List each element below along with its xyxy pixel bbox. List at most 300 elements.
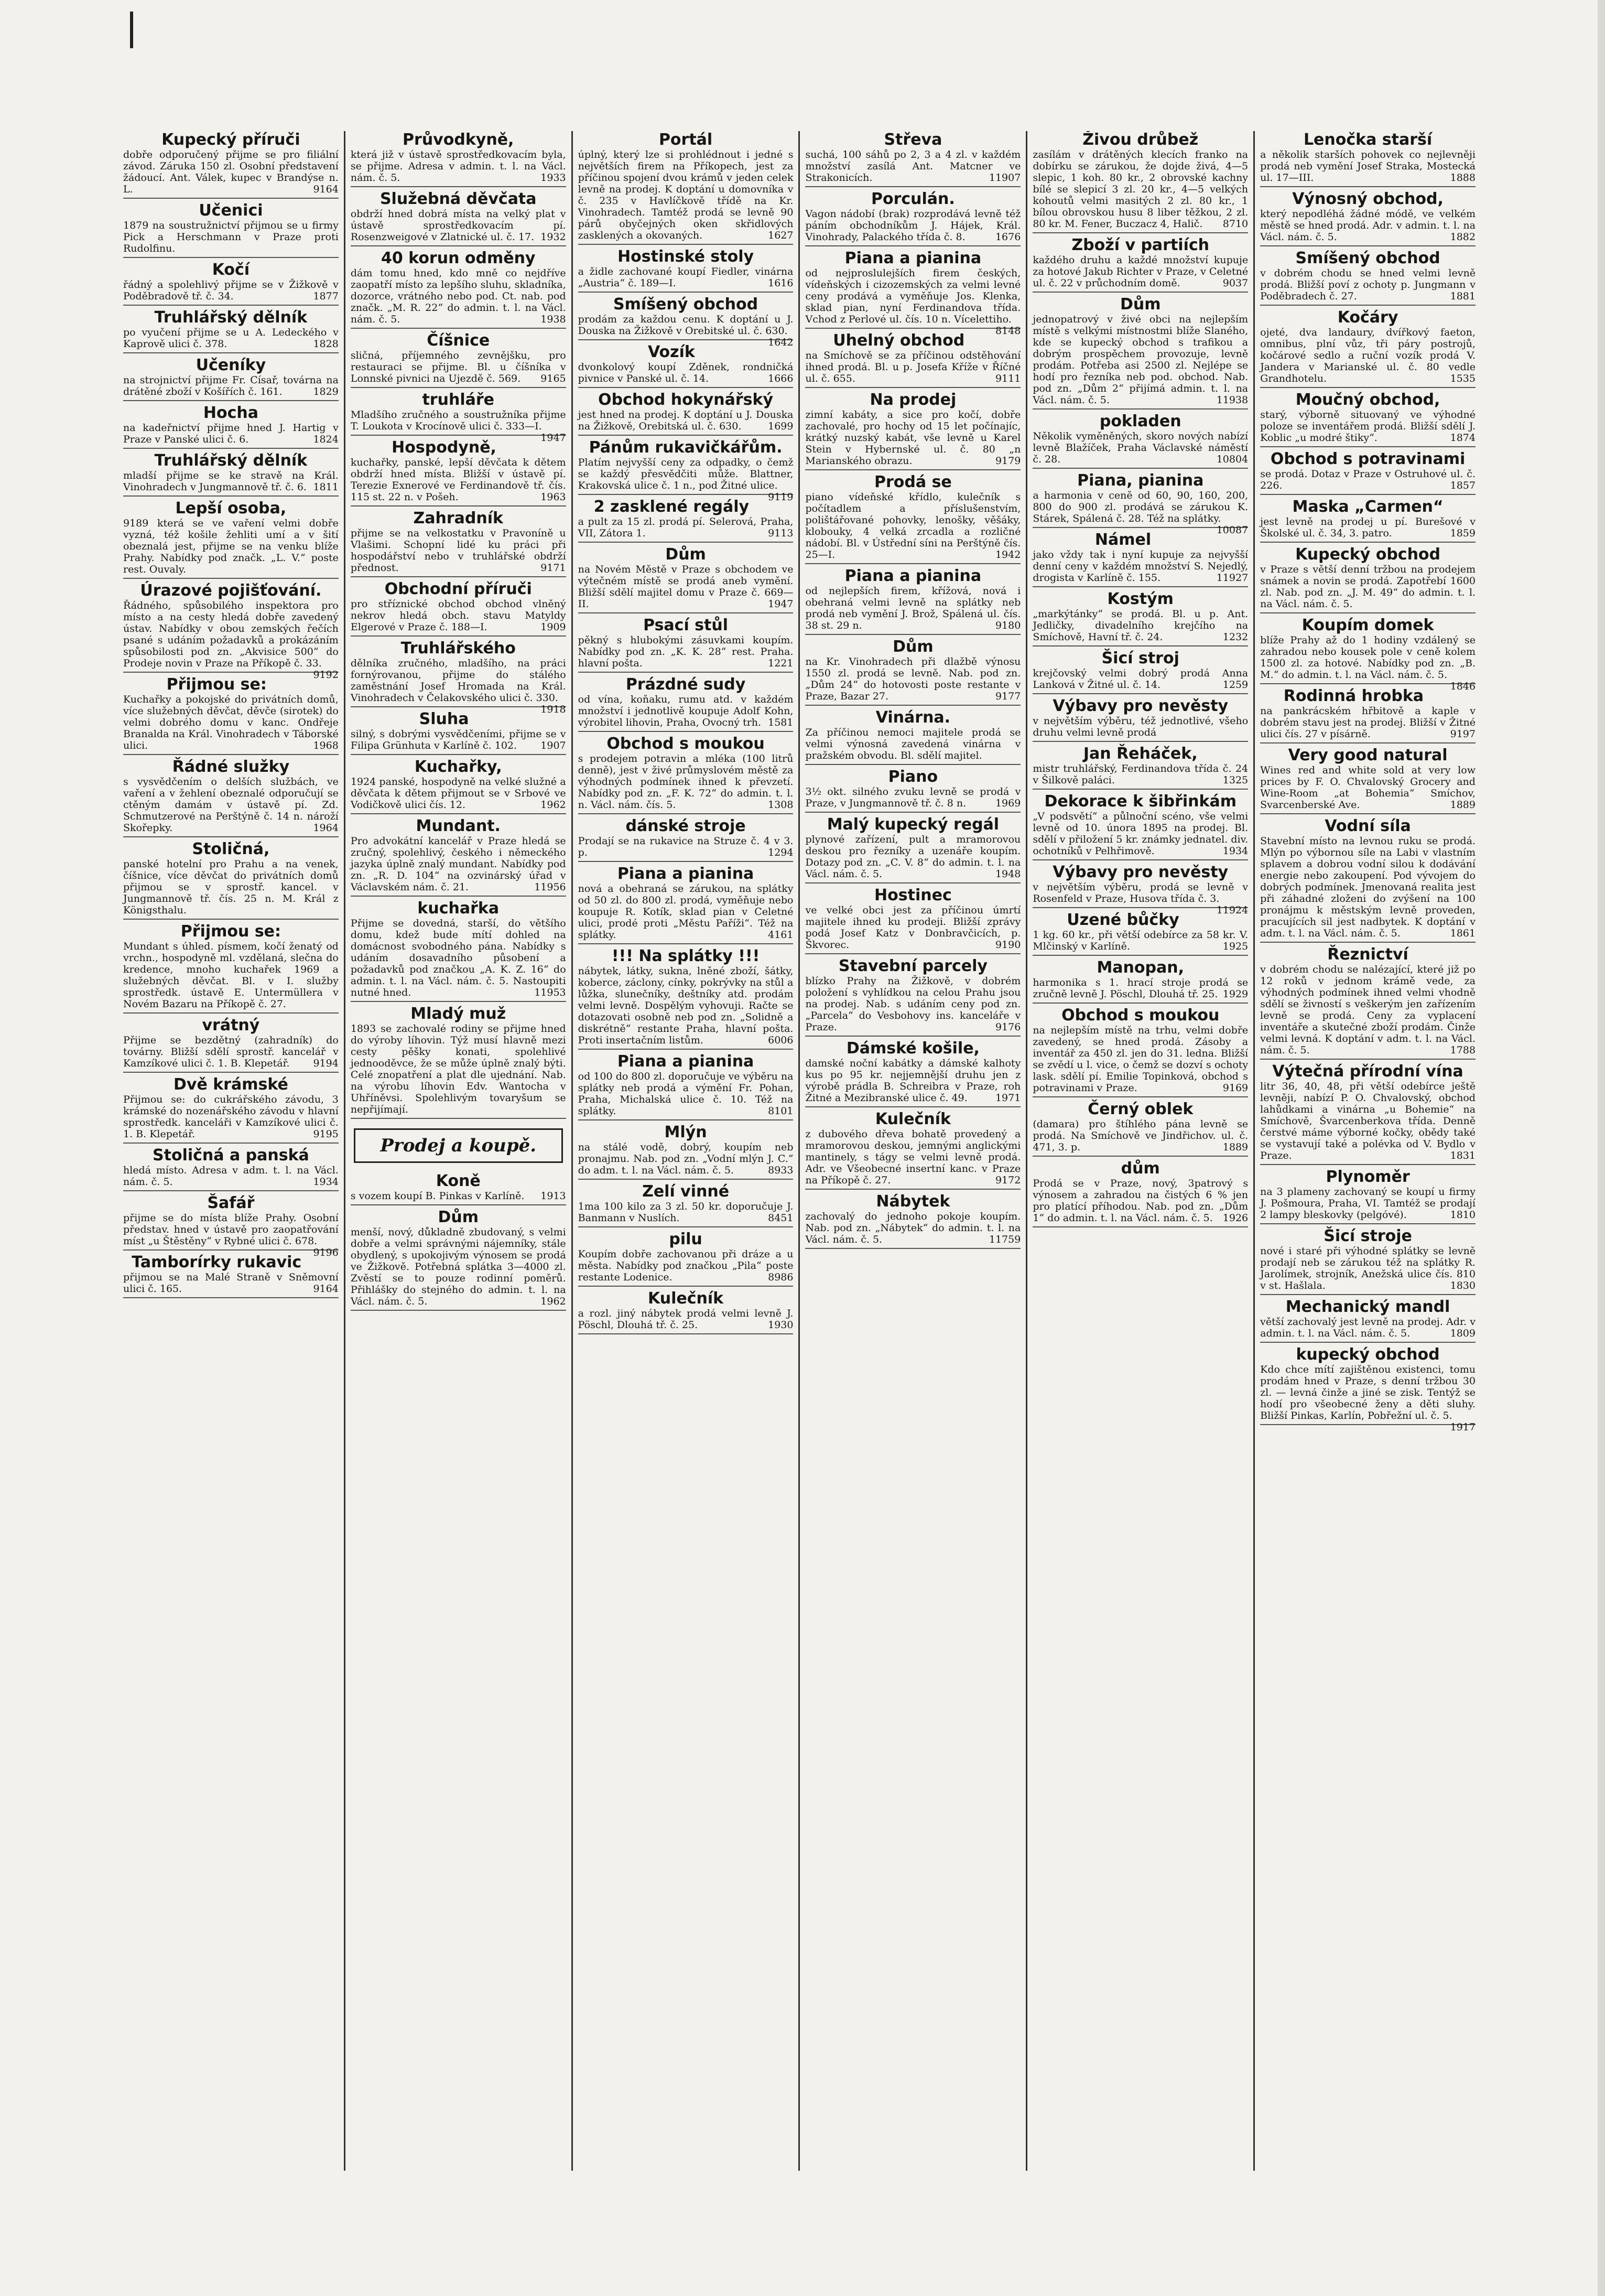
ad-number: 1947	[540, 432, 566, 444]
column-2	[345, 131, 573, 2171]
column-1	[118, 131, 345, 2171]
ad-headline: Kulečník	[648, 1289, 724, 1308]
ad-body	[805, 208, 1021, 243]
ad-headline: Přijmou se:	[180, 922, 281, 941]
classified-ad	[1260, 450, 1476, 495]
ad-text: na Smíchově se za příčinou odstěhování ihned prodá. Bl. u p. Josefa Kříže v Říčné ul. č. 655.	[805, 350, 1021, 384]
ad-body	[351, 728, 566, 751]
ad-headline: Zboží v partiích	[1071, 236, 1210, 254]
ad-number: 1221	[768, 657, 794, 669]
ad-body	[123, 327, 339, 350]
ad-number: 4161	[768, 929, 794, 941]
ad-text: jest levně na prodej u pí. Burešové v Školské ul. č. 34, 3. patro.	[1260, 516, 1476, 539]
ad-body	[1033, 314, 1248, 406]
classified-ad	[123, 1076, 339, 1144]
classified-ad	[351, 332, 566, 388]
ad-text: panské hotelní pro Prahu a na venek, číšnice, více děvčat do privátních domů přijmou se v sprostř. kancel. v Jungmannově tř. čís. 25 n. M. Král z Königsthalu.	[123, 858, 339, 916]
ad-body	[1033, 1025, 1248, 1094]
ad-text: Koupím dobře zachovanou při dráze a u města. Nabídky pod značkou „Pila“ poste restante Lodenice.	[578, 1248, 794, 1283]
ad-number: 1930	[768, 1319, 794, 1331]
ad-headline: Šicí stroj	[1101, 649, 1179, 667]
ad-number: 1962	[540, 1296, 566, 1307]
ad-body	[1260, 964, 1476, 1056]
classified-ad	[123, 452, 339, 497]
ad-number: 1969	[995, 797, 1021, 809]
ad-text: dvonkolový koupí Zděnek, rondničká pivnice v Panské ul. č. 14.	[578, 361, 794, 384]
ad-body	[351, 776, 566, 811]
ad-headline: Truhlářský dělník	[154, 308, 308, 327]
ad-headline: Živou drůbež	[1082, 131, 1199, 149]
classified-ad	[578, 343, 794, 388]
ad-text: obdrží hned dobrá místa na velký plat v ústavě sprostředkovacím pí. Rosenzweigové v Zlatnické ul. č. 17.	[350, 208, 566, 243]
ad-text: v dobrém chodu se hned velmi levně prodá. Bližší poví z ochoty p. Jungmann v Poděbradech č. 27.	[1260, 267, 1476, 302]
ad-number: 9176	[995, 1021, 1021, 1033]
ad-body	[805, 656, 1021, 702]
ad-body	[123, 518, 339, 575]
ad-text: ojeté, dva landaury, dvířkový faeton, omnibus, plní vůz, tři páry postrojů, kočárové sedlo a ruční vozík prodá V. Jandera v Marianské ul. č. 80 vedle Grandhotelu.	[1260, 327, 1476, 384]
classified-ad	[1260, 250, 1476, 306]
ad-headline: Piana, pianina	[1077, 471, 1204, 490]
ad-body	[1260, 564, 1476, 610]
ad-number: 1232	[1222, 631, 1249, 643]
ad-number: 1811	[313, 481, 339, 493]
ad-number: 1948	[995, 868, 1021, 880]
ad-body	[578, 149, 794, 241]
ad-headline: Psací stůl	[643, 616, 729, 634]
ad-body	[351, 918, 566, 998]
ad-text: mistr truhlářský, Ferdinandova třída č. 24 v Šilkově paláci.	[1033, 763, 1249, 786]
ad-body	[805, 834, 1021, 880]
ad-text: „markýtánky“ se prodá. Bl. u p. Ant. Jedličky, divadelního krejčího na Smíchově, Havní tř. č. 24.	[1033, 608, 1249, 643]
ad-headline: Služebná děvčata	[379, 190, 537, 208]
ad-headline: pilu	[669, 1230, 702, 1248]
ad-text: a pult za 15 zl. prodá pí. Selerová, Praha, VII, Zátora 1.	[578, 516, 794, 539]
ad-headline: Výtečná přírodní vína	[1272, 1062, 1463, 1081]
ad-number: 1934	[313, 1176, 339, 1188]
ad-headline: Kupecký příruči	[161, 131, 300, 149]
ad-number: 1699	[768, 421, 794, 432]
ad-body	[1033, 977, 1248, 1000]
ad-text: a několik starších pohovek co nejlevněji prodá neb vymění Josef Straka, Mostecká ul. 17—III.	[1260, 149, 1476, 184]
ad-body	[578, 965, 794, 1046]
ad-number: 11924	[1216, 904, 1249, 916]
classified-ad	[1033, 471, 1249, 536]
ad-body	[578, 1141, 794, 1176]
ad-headline: Stoličná,	[192, 840, 270, 858]
ad-text: „V podsvětí“ a půlnoční scéno, vše velmi levně od 10. února 1895 na prodej. Bl. sdělí v přiložení 5 kr. známky jednatel. div. ochotníků v Pelhřimově.	[1033, 811, 1249, 857]
ad-number: 1824	[313, 434, 339, 445]
classified-ad	[1260, 131, 1476, 187]
ad-headline: Moučný obchod,	[1295, 391, 1440, 409]
ad-body	[1260, 705, 1476, 740]
ad-number: 1325	[1222, 774, 1249, 786]
ad-headline: Černý oblek	[1088, 1100, 1194, 1118]
classified-ad	[351, 250, 566, 329]
ad-body	[805, 1128, 1021, 1186]
ad-text: Prodají se na rukavice na Struze č. 4 v 3. p.	[578, 835, 794, 858]
ad-headline: Kuchařky,	[414, 758, 502, 776]
ad-body	[1033, 763, 1248, 786]
ad-text: na kadeřnictví přijme hned J. Hartig v Praze v Panské ulici č. 6.	[123, 422, 339, 445]
ad-headline: pokladen	[1099, 412, 1181, 430]
classified-ad	[1033, 131, 1248, 233]
classified-ad	[1033, 697, 1248, 742]
ad-headline: Rodinná hrobka	[1283, 687, 1424, 705]
ad-body	[1260, 468, 1476, 491]
ad-headline: Sluha	[419, 710, 469, 728]
ad-text: s vozem koupí B. Pinkas v Karlíně.	[350, 1190, 525, 1202]
classified-ad	[1033, 413, 1248, 469]
ad-headline: Dům	[438, 1208, 479, 1226]
classified-columns	[118, 131, 1481, 2171]
classified-ad	[1260, 1168, 1476, 1224]
ad-headline: Námel	[1094, 531, 1152, 549]
ad-body	[1260, 835, 1476, 939]
ad-body	[805, 975, 1021, 1033]
ad-text: od 100 do 800 zl. doporučuje ve výběru na splátky neb prodá a výmění Fr. Pohan, Praha, Michalská ulice č. 10. Též na splátky.	[578, 1071, 794, 1117]
ad-number: 1857	[1450, 480, 1476, 491]
ad-text: v největším výběru, prodá se levně v Rosenfeld v Praze, Husova třída č. 3.	[1033, 881, 1249, 904]
ad-headline: Mechanický mandl	[1285, 1298, 1450, 1316]
ad-body	[1260, 267, 1476, 302]
ad-text: na Novém Městě v Praze s obchodem ve výtečném místě se prodá aneb vymění. Bližší sdělí majitel domu v Praze č. 669—II.	[578, 564, 794, 610]
ad-number: 8986	[768, 1271, 794, 1283]
ad-text: pro stříznické obchod obchod vlněný nekrov hledá obch. stavu Matyldy Elgerové v Praze č. 188—I.	[350, 598, 566, 633]
ad-text: z dubového dřeva bohatě provedený a mramorovou deskou, jemnými anglickými mantinely, s tágy se velmi levně prodá. Adr. ve Všeobecné insertní kanc. v Praze na Příkopě č. 27.	[805, 1128, 1021, 1186]
ad-text: Mundant s úhled. písmem, kočí ženatý od vrchn., hospodyně ml. vzdělaná, slečna do kredence, mnoho kuchařek 1969 a služebných děvčat. Bl. v I. služby sprostředk. ústavě E. Untermüllera v Novém Bazaru na Příkopě č. 27.	[123, 941, 339, 1010]
ad-number: 9195	[313, 1128, 339, 1140]
classified-ad	[1260, 946, 1476, 1060]
ad-headline: Mundant.	[416, 817, 501, 835]
ad-body	[1033, 549, 1248, 584]
classified-ad	[1260, 1227, 1476, 1295]
ad-headline: Stoličná a panská	[153, 1146, 309, 1165]
ad-text: plynové zařízení, pult a mramorovou deskou pro řezníky a uzenáře koupím. Dotazy pod zn. „C. V. 8“ do admin. t. l. na Václ. nám. č. 5.	[805, 834, 1021, 880]
ad-number: 9169	[1222, 1082, 1249, 1094]
ad-text: na nejlepším místě na trhu, velmi dobře zavedený, se hned prodá. Zásoby a inventář za 450 zl. jen do 31. ledna. Bližší se zvědí u l. vice, o čemž se dozví s ochoty lask. sdělí pí. Emilie Topinková, obchod s potravinami v Praze.	[1033, 1025, 1249, 1094]
ad-headline: Lenočka starší	[1303, 131, 1433, 149]
ad-body	[123, 374, 339, 397]
classified-ad	[805, 1040, 1021, 1107]
ad-text: s prodejem potravin a mléka (100 litrů denně), jest v živé průmyslovém městě za výhodných podmínek ihned k převzetí. Nabídky pod zn. „F. K. 72“ do admin. t. l. n. Václ. nám. čís. 5.	[578, 753, 794, 811]
ad-body	[351, 208, 566, 243]
ad-headline: kuchařka	[417, 899, 500, 918]
ad-headline: Koně	[436, 1172, 481, 1190]
ad-body	[350, 657, 566, 715]
ad-headline: Kočí	[212, 261, 250, 279]
ad-text: nové i staré při výhodné splátky se levně prodají neb se zárukou též na splátky R. Jarolímek, strojník, Anežská ulice čís. 810 v st. Hašlala.	[1260, 1245, 1476, 1291]
ad-body	[1033, 1118, 1248, 1153]
ad-text: hledá místo. Adresa v adm. t. l. na Václ. nám. č. 5.	[123, 1165, 339, 1188]
ad-headline: Dekorace k šibřinkám	[1044, 792, 1237, 811]
ad-body	[1033, 254, 1248, 289]
classified-ad	[805, 190, 1021, 246]
ad-body	[578, 634, 794, 669]
ad-text: 1879 na soustružnictví přijmou se u firmy Pick a Herschmann v Praze proti Rudolfinu.	[123, 220, 339, 254]
ad-number: 8710	[1222, 218, 1249, 230]
classified-ad	[123, 202, 339, 258]
ad-number: 9172	[995, 1174, 1021, 1186]
ad-body	[1260, 1081, 1476, 1161]
ad-headline: Výbavy pro nevěsty	[1053, 863, 1229, 881]
ad-body	[1260, 1364, 1476, 1433]
ad-headline: Výnosný obchod,	[1292, 190, 1444, 208]
ad-body	[351, 527, 566, 574]
ad-number: 9113	[768, 527, 794, 539]
ad-text: každého druhu a každé množství kupuje za hotové Jakub Richter v Praze, v Celetné ul. č. 22 v průchodním domě.	[1033, 254, 1249, 289]
ad-headline: Dvě krámské	[173, 1075, 288, 1094]
ad-text: 9189 která se ve vaření velmi dobře vyzná, též košile žehliti umí a v šití obeznalá jest, přijme se na venku blíže Prahy. Nabídky pod značk. „L. V.“ poste rest. Ouvaly.	[123, 518, 339, 575]
ad-number: 1947	[768, 598, 794, 610]
ad-text: který nepodléhá žádné módě, ve velkém městě se hned prodá. Adr. v admin. t. l. na Václ. nám. č. 5.	[1260, 208, 1476, 243]
ad-headline: Prodá se	[874, 473, 952, 491]
ad-headline: Portál	[658, 131, 713, 149]
ad-number: 1968	[313, 740, 339, 751]
ad-headline: Manopan,	[1097, 958, 1184, 977]
ad-headline: Zahradník	[413, 509, 503, 527]
ad-headline: 2 zasklené regály	[593, 498, 750, 516]
ad-body	[351, 149, 566, 184]
ad-headline: Tamborírky rukavic	[132, 1253, 302, 1271]
ad-number: 1627	[768, 230, 794, 241]
ad-headline: Hostinské stoly	[617, 247, 754, 266]
ad-headline: dánské stroje	[625, 817, 746, 835]
classified-ad	[1033, 296, 1248, 409]
ad-headline: Na prodej	[870, 391, 957, 409]
ad-text: úplný, který lze si prohlédnout i jedné s největších firem na Příkopech, jest za příčinou spojení dvou krámů v jeden celek levně na prodej. K doptání u domovníka v č. 235 v Havlíčkově třídě na Kr. Vinohradech. Tamtéž prodá se levně 90 párů obyčejných oken skřidlových zasklených a okovaných.	[578, 149, 794, 241]
classified-ad	[805, 332, 1021, 388]
ad-headline: Maska „Carmen“	[1292, 498, 1444, 516]
ad-number: 9111	[995, 373, 1021, 384]
ad-body	[350, 409, 566, 444]
ad-number: 1917	[1450, 1421, 1476, 1433]
ad-body	[1260, 1186, 1476, 1221]
ad-headline: 40 korun odměny	[381, 249, 536, 267]
ad-headline: Hospodyně,	[392, 438, 496, 457]
ad-number: 11759	[989, 1234, 1021, 1245]
ad-text: prodám za každou cenu. K doptání u J. Douska na Žižkově v Orebitské ul. č. 630.	[578, 314, 794, 337]
ad-number: 9190	[995, 939, 1021, 951]
classified-ad	[578, 295, 794, 348]
ad-headline: Jan Řeháček,	[1083, 745, 1198, 763]
ad-number: 1942	[995, 549, 1021, 560]
ad-headline: Prázdné sudy	[625, 675, 746, 694]
ad-headline: Plynoměr	[1326, 1168, 1410, 1186]
ad-headline: Mladý muž	[410, 1005, 506, 1023]
classified-ad	[805, 638, 1021, 706]
ad-text: krejčovský velmi dobrý prodá Anna Lanková v Žitné ul. č. 14.	[1033, 667, 1249, 691]
ad-body	[1260, 764, 1476, 811]
classified-ad	[123, 309, 339, 353]
column-5	[1027, 131, 1255, 2171]
classified-ad	[351, 710, 566, 755]
classified-ad	[1260, 1298, 1476, 1343]
ad-body	[1260, 208, 1476, 243]
classified-ad	[1260, 1345, 1476, 1433]
ad-headline: Obchodní příruči	[384, 580, 532, 598]
ad-headline: Truhlářský dělník	[154, 451, 308, 470]
classified-ad	[350, 391, 566, 444]
classified-ad	[351, 900, 566, 1002]
ad-text: po vyučení přijme se u A. Ledeckého v Kaprově ulici č. 378.	[123, 327, 339, 350]
ad-headline: truhláře	[422, 391, 494, 409]
ad-headline: Střeva	[884, 131, 942, 149]
ad-number: 11938	[1216, 394, 1249, 406]
ad-body	[805, 786, 1021, 809]
ad-body	[805, 409, 1021, 467]
ad-number: 1971	[995, 1092, 1021, 1104]
page-edge-mark	[130, 12, 133, 48]
classified-ad	[351, 131, 566, 187]
ad-body	[1260, 327, 1476, 384]
classified-ad	[123, 404, 339, 449]
ad-body	[1260, 516, 1476, 539]
classified-ad	[578, 391, 794, 436]
classified-ad	[578, 617, 794, 673]
ad-text: ve velké obci jest za příčinou úmrtí majitele ihned ku prodeji. Bližší zprávy podá Josef Katz v Donbravčicích, p. Škvorec.	[805, 904, 1021, 951]
ad-text: pěkný s hlubokými zásuvkami koupím. Nabídky pod zn. „K. K. 28“ rest. Praha. hlavní pošta.	[578, 634, 794, 669]
ad-body	[1260, 1245, 1476, 1291]
ad-text: větší zachovalý jest levně na prodej. Adr. v admin. t. l. na Václ. nám. č. 5.	[1260, 1316, 1476, 1339]
ad-text: od nejlepších firem, křížová, nová i obehraná velmi levně na splátky neb prodá neb vymění J. Brož, Spálená ul. čís. 38 st. 29 n.	[805, 585, 1021, 631]
ad-number: 1874	[1450, 432, 1476, 444]
ad-text: zasílám v drátěných klecích franko na dobírku se zárukou, že dojde živá, 4—5 slepic, 1 koh. 80 kr., 2 obrovské kachny bílé se slepicí 3 zl. 20 kr., 4—5 velkých kohoutů velmi masitých 2 zl. 80 kr., 1 bílou obrovskou husu 8 liber těžkou, 2 zl. 80 kr. M. Fener, Buczacz 4, Halič.	[1033, 149, 1249, 230]
ad-body	[1260, 1316, 1476, 1339]
ad-number: 1889	[1450, 799, 1476, 811]
ad-number: 1676	[995, 231, 1021, 243]
ad-headline: Piano	[888, 768, 938, 786]
ad-text: a rozl. jiný nábytek prodá velmi levně J. Pöschl, Dlouhá tř. č. 25.	[578, 1308, 794, 1331]
ad-text: Několik vyměněných, skoro nových nabízí levně Blažíček, Praha Václavské náměstí č. 28.	[1033, 430, 1249, 465]
ad-text: Mladšího zručného a soustružníka přijme T. Loukota v Krocínově ulici č. 333—I.	[350, 409, 566, 432]
ad-headline: Kostým	[1107, 590, 1174, 608]
ad-headline: Dům	[665, 545, 706, 564]
ad-body	[805, 491, 1021, 560]
ad-body	[123, 1271, 339, 1295]
ad-headline: Učenici	[199, 201, 263, 220]
classified-ad	[1033, 911, 1248, 956]
ad-text: v Praze s větší denní tržbou na prodejem snámek a novin se prodá. Zapotřebí 1600 zl. Nab. pod zn. „J. M. 49“ do admin. t. l. na Václ. nám. č. 5.	[1260, 564, 1476, 610]
classified-ad	[805, 473, 1021, 564]
ad-body	[578, 883, 794, 941]
ad-text: nábytek, látky, sukna, lněné zboží, šátky, koberce, záclony, cínky, pokrývky na stůl a lůžka, slunečníky, deštníky atd. prodám velmi levně. Dospělým vyhovuji. Račte se dotazovati osobně neb pod zn. „Solidně a diskrétně“ restante Praha, hlavní pošta. Proti insertačním listům.	[578, 965, 794, 1046]
ad-text: damské noční kabátky a dámské kalhoty kus po 95 kr. nejjemnější druhu jen z výrobě prádla B. Schreibra v Praze, roh Žitné a Mezibranské ulice č. 49.	[805, 1058, 1021, 1104]
ad-number: 6006	[768, 1034, 794, 1046]
ad-body	[1033, 929, 1248, 952]
ad-headline: Kočáry	[1337, 308, 1398, 327]
ad-text: která již v ústavě sprostředkovacím byla, se přijme. Adresa v admin. t. l. na Václ. nám. č. 5.	[350, 149, 566, 184]
classified-ad	[578, 498, 794, 543]
ad-body	[578, 361, 794, 384]
ad-text: přijmou se na Malé Straně v Sněmovní ulici č. 165.	[123, 1271, 339, 1295]
ad-number: 1925	[1222, 941, 1249, 952]
ad-body	[123, 422, 339, 445]
classified-ad	[578, 1124, 794, 1180]
ad-text: kuchařky, panské, lepší děvčata k dětem obdrží hned místa. Bližší v ústavě pí. Terezie Exnerové ve Ferdinandově tř. čís. 115 st. 22 n. v Pošeh.	[350, 457, 566, 503]
ad-number: 1846	[1450, 681, 1476, 692]
ad-number: 1907	[540, 740, 566, 751]
ad-headline: Smíšený obchod	[1295, 249, 1440, 267]
classified-ad	[805, 768, 1021, 813]
ad-body	[1033, 608, 1248, 643]
ad-text: 1893 se zachovalé rodiny se přijme hned do výroby líhovin. Týž musí hlavně mezi cesty pěšky konati, spolehlivé jednooděvce, že se může úplně znalý býti. Celé znopatření a plat dle ujednání. Nab. na výrobu líhovin Edv. Wantocha v Uhříněvsi. Spolehlivým tovaryšum se nepřijímají.	[350, 1023, 566, 1115]
ad-number: 1964	[313, 822, 339, 834]
classified-ad	[1033, 745, 1248, 790]
ad-headline: Dům	[1120, 295, 1161, 314]
ad-text: s vysvědčením o delších službách, ve vaření a v žehlení obeznalé odporučují se ctěným damám v ústavě pí. Zd. Schmutzerové na Perštýně č. 14 n. nároží Skořepky.	[123, 776, 339, 834]
ad-number: 9164	[313, 184, 339, 195]
ad-text: Kuchařky a pokojské do privátních domů, více služebných děvčat, děvče (sirotek) do velmi dobrého domu v kanc. Ondřeje Branalda na Král. Vinohradech v Táborské ulici.	[123, 694, 339, 751]
classified-ad	[1260, 687, 1476, 743]
ad-number: 11956	[534, 881, 566, 893]
ad-text: zachovalý do jednoho pokoje koupím. Nab. pod zn. „Nábytek“ do admin. t. l. na Václ. nám. č. 5.	[805, 1211, 1021, 1245]
classified-ad	[1260, 190, 1476, 246]
ad-text: Stavební místo na levnou ruku se prodá. Mlýn po výbornou síle na Labi v vlastním splavem a dobrou vodní silou k dodávání energie nebo zakoupení. Pod vývojem do dobrých podmínek. Jmenovaná realita jest při záhadné zloženi do zvýšení na 100 pronájmu k městským levně proveden, pracujících sil jest nadbytek. K doptání v adm. t. l. na Václ. nám. č. 5.	[1260, 835, 1476, 939]
ad-text: harmonika s 1. hrací stroje prodá se zručně levně J. Pöschl, Dlouhá tř. 25.	[1033, 977, 1249, 1000]
ad-body	[805, 585, 1021, 631]
classified-ad	[578, 1290, 794, 1334]
ad-number: 10087	[1216, 524, 1249, 536]
ad-headline: Smíšený obchod	[613, 295, 758, 314]
ad-number: 1810	[1450, 1209, 1476, 1221]
ad-text: Kdo chce mítí zajištěnou existenci, tomu prodám hned v Praze, s denní tržbou 30 zl. — levná činže a jiné se zisk. Tentýž se hodí pro všeobecné ženy a děti sluhy. Bližší Pinkas, Karlín, Pobřežní ul. č. 5.	[1260, 1364, 1476, 1421]
classified-ad	[351, 439, 566, 506]
classified-ad	[1260, 309, 1476, 388]
ad-headline: Piana a pianina	[844, 567, 982, 585]
classified-ad	[123, 923, 339, 1014]
ad-number: 9196	[313, 1247, 339, 1258]
ad-number: 9180	[995, 620, 1021, 631]
ad-number: 9171	[540, 562, 566, 574]
classified-ad	[351, 1209, 566, 1311]
classified-ad	[805, 1111, 1021, 1190]
ad-text: dám tomu hned, kdo mně co nejdříve zaopatří místo za lepšího sluhu, skladníka, dozorce, vrátného nebo pod. Ct. nab. pod značk. „M. R. 22“ do admin. t. l. na Václ. nám. č. 5.	[350, 267, 566, 325]
ad-number: 1881	[1450, 290, 1476, 302]
classified-ad	[805, 887, 1021, 954]
ad-text: dělníka zručného, mladšího, na práci fornýrovanou, přijme do stálého zaměstnání Josef Hromada na Král. Vinohradech v Čelakovského ulici č. 330.	[350, 657, 566, 704]
ad-text: Platím nejvyšší ceny za odpadky, o čemž se každý přesvědčiti může. Blattner, Krakovská ulice č. 1 n., pod Žitné ulice.	[578, 457, 794, 491]
classified-ad	[805, 249, 1021, 337]
classified-ad	[1033, 1007, 1248, 1097]
ad-number: 9192	[313, 669, 339, 681]
classified-ad	[1260, 1063, 1476, 1165]
classified-ad	[1033, 793, 1248, 860]
ad-number: 9179	[995, 455, 1021, 467]
classified-ad	[1033, 959, 1248, 1004]
classified-ad	[1033, 236, 1248, 293]
ad-text: menší, nový, důkladně zbudovaný, s velmi dobře a velmi správnými nájemníky, stále obydlený, s upokojivým výnosem se prodá ve Žižkově. Potřebná splátka 3—4000 zl. Zvěstí se to pouze rodinní poměrů. Přihlášky do stejného do admin. t. l. na Václ. nám. č. 5.	[350, 1226, 566, 1307]
classified-ad	[578, 131, 794, 245]
ad-text: zimní kabáty, a sice pro kočí, dobře zachovalé, pro hochy od 15 let počínajíc, krátký nuzský kabát, vše levně u Karel Stein v Hybernské ul. č. 80 „n Marianského obrazu.	[805, 409, 1021, 467]
classified-ad	[1260, 616, 1476, 692]
classified-ad	[351, 190, 566, 246]
ad-body	[1033, 811, 1248, 857]
ad-text: nová a obehraná se zárukou, na splátky od 50 zl. do 800 zl. prodá, vyměňuje nebo koupuje R. Kotík, sklad pian v Celetné ulici, prodé proti „Městu Paříži“. Též na splátky.	[578, 883, 794, 941]
classified-ad	[805, 131, 1021, 187]
ad-body	[351, 350, 566, 384]
ad-number: 1877	[313, 290, 339, 302]
ad-text: Přijme se dovedná, starší, do většího domu, kdež bude mítí dohled na domácnost svobodného pána. Nabídky s udáním dosavadního působení a požadavků pod značkou „A. K. Z. 16“ do admin. t. l. na Václ. nám. č. 5. Nastoupiti nutné hned.	[350, 918, 566, 998]
ad-number: 1932	[540, 231, 566, 243]
ad-text: a židle zachované koupí Fiedler, vinárna „Austria“ č. 189—I.	[578, 266, 794, 289]
ad-number: 11953	[534, 987, 566, 998]
ad-number: 10804	[1216, 454, 1249, 465]
ad-headline: Řádné služky	[172, 758, 290, 776]
ad-text: jest hned na prodej. K doptání u J. Douska na Žižkově, Orebitská ul. č. 630.	[578, 409, 794, 432]
classified-ad	[123, 676, 339, 755]
classified-ad	[351, 1172, 566, 1205]
classified-ad	[351, 817, 566, 897]
